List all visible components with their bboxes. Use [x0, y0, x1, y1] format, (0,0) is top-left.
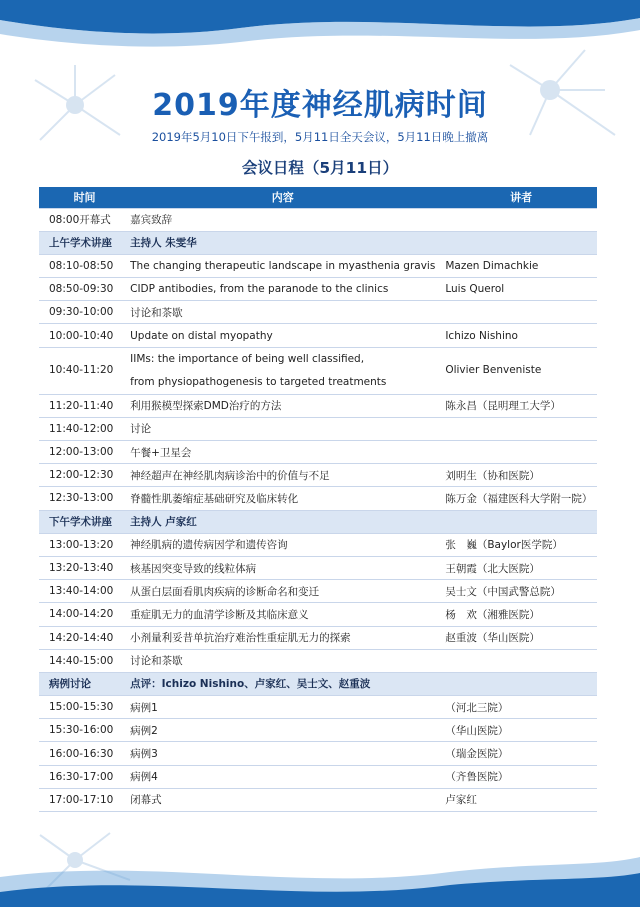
cell-time: 15:00-15:30	[39, 696, 120, 719]
cell-time: 15:30-16:00	[39, 719, 120, 742]
cell-time: 病例讨论	[39, 672, 120, 695]
cell-speaker: 杨 欢（湘雅医院）	[435, 603, 597, 626]
table-row	[39, 626, 597, 649]
cell-speaker: 陈万金（福建医科大学附一院）	[435, 487, 597, 510]
cell-speaker: 赵重波（华山医院）	[435, 626, 597, 649]
cell-content: 病例1	[120, 696, 435, 719]
section-row	[39, 510, 597, 533]
table-row	[39, 556, 597, 579]
cell-speaker	[435, 510, 597, 533]
table-row	[39, 464, 597, 487]
cell-content: 神经超声在神经肌肉病诊治中的价值与不足	[120, 464, 435, 487]
table-row	[39, 580, 597, 603]
cell-time: 上午学术讲座	[39, 231, 120, 254]
cell-time: 12:30-13:00	[39, 487, 120, 510]
column-header-content: 内容	[120, 187, 435, 208]
cell-speaker: 陈永昌（昆明理工大学）	[435, 394, 597, 417]
table-row	[39, 394, 597, 417]
cell-content: 病例2	[120, 719, 435, 742]
cell-content: 病例4	[120, 765, 435, 788]
cell-time: 13:40-14:00	[39, 580, 120, 603]
cell-time: 16:30-17:00	[39, 765, 120, 788]
table-row	[39, 487, 597, 510]
cell-content: 病例3	[120, 742, 435, 765]
cell-content: 讨论和茶歇	[120, 649, 435, 672]
cell-content: 讨论	[120, 417, 435, 440]
cell-content: 从蛋白层面看肌肉疾病的诊断命名和变迁	[120, 580, 435, 603]
cell-content	[120, 347, 435, 394]
section-row	[39, 231, 597, 254]
column-header-time: 时间	[39, 187, 120, 208]
cell-speaker: 王朝霞（北大医院）	[435, 556, 597, 579]
cell-content: 嘉宾致辞	[120, 208, 435, 231]
cell-time: 14:40-15:00	[39, 649, 120, 672]
cell-content: 重症肌无力的血清学诊断及其临床意义	[120, 603, 435, 626]
cell-content: 主持人 朱雯华	[120, 231, 435, 254]
cell-speaker	[435, 208, 597, 231]
table-row	[39, 765, 597, 788]
page-subtitle: 2019年5月10日下午报到，5月11日全天会议，5月11日晚上撤离	[151, 130, 489, 144]
cell-time: 09:30-10:00	[39, 301, 120, 324]
table-row	[39, 788, 597, 811]
cell-time: 13:00-13:20	[39, 533, 120, 556]
cell-speaker: 刘明生（协和医院）	[435, 464, 597, 487]
agenda-title: 会议日程（5月11日）	[241, 159, 399, 177]
table-row	[39, 719, 597, 742]
table-row	[39, 417, 597, 440]
cell-content: 讨论和茶歇	[120, 301, 435, 324]
cell-time: 14:20-14:40	[39, 626, 120, 649]
cell-speaker	[435, 649, 597, 672]
cell-speaker	[435, 672, 597, 695]
cell-time: 14:00-14:20	[39, 603, 120, 626]
cell-time: 13:20-13:40	[39, 556, 120, 579]
table-row	[39, 441, 597, 464]
cell-time: 下午学术讲座	[39, 510, 120, 533]
cell-speaker: 卢家红	[435, 788, 597, 811]
cell-content: Update on distal myopathy	[120, 324, 435, 347]
cell-speaker: Mazen Dimachkie	[435, 254, 597, 277]
cell-content: 核基因突变导致的线粒体病	[120, 556, 435, 579]
cell-time: 08:00开幕式	[39, 208, 120, 231]
cell-content: 闭幕式	[120, 788, 435, 811]
cell-speaker: 吴士文（中国武警总院）	[435, 580, 597, 603]
cell-speaker	[435, 301, 597, 324]
cell-content: 脊髓性肌萎缩症基础研究及临床转化	[120, 487, 435, 510]
table-row	[39, 696, 597, 719]
cell-speaker	[435, 441, 597, 464]
cell-speaker: （华山医院）	[435, 719, 597, 742]
table-row	[39, 347, 597, 394]
cell-content: 午餐+卫星会	[120, 441, 435, 464]
table-header-row	[39, 187, 597, 208]
cell-time: 17:00-17:10	[39, 788, 120, 811]
cell-time: 12:00-13:00	[39, 441, 120, 464]
page-title: 2019年度神经肌病时间	[152, 88, 488, 123]
schedule-body	[39, 208, 597, 812]
schedule-table	[39, 187, 597, 812]
table-row	[39, 324, 597, 347]
cell-speaker: 张 巍（Baylor医学院）	[435, 533, 597, 556]
cell-speaker: Ichizo Nishino	[435, 324, 597, 347]
bottom-wave-decoration	[0, 837, 640, 907]
cell-time: 12:00-12:30	[39, 464, 120, 487]
table-row	[39, 278, 597, 301]
table-row	[39, 649, 597, 672]
cell-content: CIDP antibodies, from the paranode to the clinics	[120, 278, 435, 301]
cell-speaker: （齐鲁医院）	[435, 765, 597, 788]
cell-time: 11:20-11:40	[39, 394, 120, 417]
cell-content: 利用猴模型探索DMD治疗的方法	[120, 394, 435, 417]
table-row	[39, 254, 597, 277]
table-row	[39, 208, 597, 231]
table-row	[39, 742, 597, 765]
cell-content-line-1: IIMs: the importance of being well classified,	[130, 352, 365, 365]
cell-speaker: Olivier Benveniste	[435, 347, 597, 394]
cell-speaker: （河北三院）	[435, 696, 597, 719]
column-header-speaker: 讲者	[435, 187, 597, 208]
cell-content: 点评：Ichizo Nishino、卢家红、吴士文、赵重波	[120, 672, 435, 695]
cell-speaker	[435, 231, 597, 254]
cell-time: 10:40-11:20	[39, 347, 120, 394]
cell-time: 11:40-12:00	[39, 417, 120, 440]
cell-speaker: Luis Querol	[435, 278, 597, 301]
cell-time: 08:50-09:30	[39, 278, 120, 301]
cell-content: 主持人 卢家红	[120, 510, 435, 533]
cell-time: 10:00-10:40	[39, 324, 120, 347]
cell-time: 16:00-16:30	[39, 742, 120, 765]
cell-content-line-2: from physiopathogenesis to targeted treatments	[130, 375, 387, 388]
table-row	[39, 301, 597, 324]
table-row	[39, 603, 597, 626]
cell-speaker	[435, 417, 597, 440]
cell-content: 小剂量利妥昔单抗治疗难治性重症肌无力的探索	[120, 626, 435, 649]
cell-speaker: （瑞金医院）	[435, 742, 597, 765]
table-row	[39, 533, 597, 556]
cell-time: 08:10-08:50	[39, 254, 120, 277]
cell-content: 神经肌病的遗传病因学和遗传咨询	[120, 533, 435, 556]
section-row	[39, 672, 597, 695]
cell-content: The changing therapeutic landscape in myasthenia gravis	[120, 254, 435, 277]
